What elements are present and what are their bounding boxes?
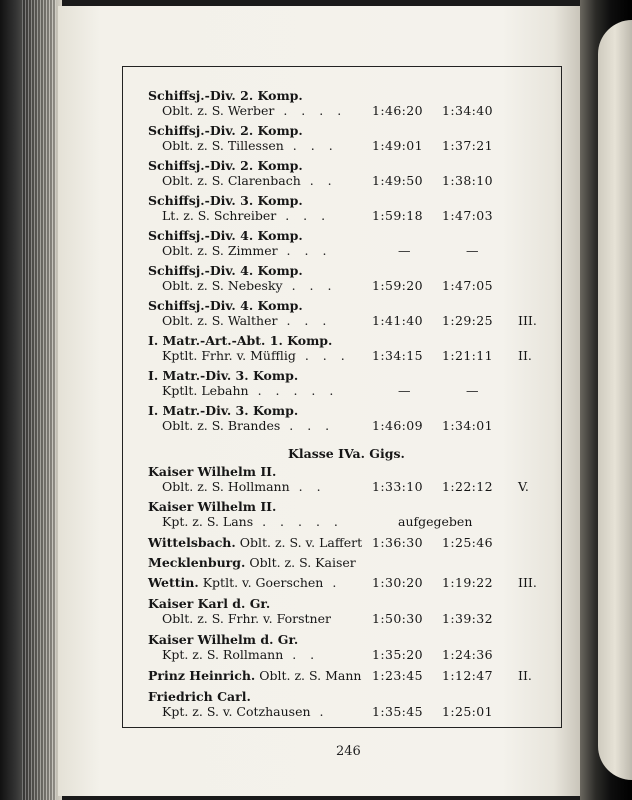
crew-leader: Oblt. z. S. Brandes (162, 418, 281, 433)
placing: III. (518, 313, 537, 328)
result-entry: Friedrich Carl. Kpt. z. S. v. Cotzhausen . 1:35:45 1:25:01 (148, 689, 548, 720)
class-heading: Klasse IVa. Gigs. (288, 446, 405, 461)
time-corrected: 1:38:10 (442, 173, 493, 188)
ship-name: Kaiser Karl d. Gr. (148, 596, 271, 611)
time-raw: 1:59:20 (372, 278, 423, 293)
facing-page-edge (598, 20, 632, 780)
result-entry: I. Matr.-Div. 3. Komp. Kptlt. Lebahn . . . . . — — (148, 368, 548, 399)
result-entry: I. Matr.-Div. 3. Komp. Oblt. z. S. Brandes . . . 1:46:09 1:34:01 (148, 403, 548, 434)
crew-leader: Oblt. z. S. Frhr. v. Forstner (162, 611, 331, 626)
result-entry: Schiffsj.-Div. 2. Komp. Oblt. z. S. Clarenbach . . 1:49:50 1:38:10 (148, 158, 548, 189)
time-corrected: 1:12:47 (442, 668, 493, 683)
crew-leader: Oblt. z. S. Kaiser (249, 555, 356, 570)
time-corrected: 1:47:05 (442, 278, 493, 293)
time-raw: 1:49:50 (372, 173, 423, 188)
time-corrected: 1:37:21 (442, 138, 493, 153)
time-corrected: 1:25:01 (442, 704, 493, 719)
team-name: I. Matr.-Art.-Abt. 1. Komp. (148, 333, 333, 348)
crew-leader: Kptlt. v. Goerschen (202, 575, 324, 590)
time-raw: 1:34:15 (372, 348, 423, 363)
placing: V. (518, 479, 529, 494)
time-raw: 1:23:45 (372, 668, 423, 683)
time-corrected: 1:24:36 (442, 647, 493, 662)
time-corrected: 1:21:11 (442, 348, 493, 363)
result-entry (148, 596, 548, 627)
result-entry (148, 535, 548, 551)
result-entry: Kaiser Wilhelm II. Oblt. z. S. Hollmann . . 1:33:10 1:22:12 V. (148, 464, 548, 495)
crew-leader: Oblt. z. S. Clarenbach (162, 173, 301, 188)
crew-leader: Kpt. z. S. Lans (162, 514, 254, 529)
time-corrected: 1:39:32 (442, 611, 493, 626)
team-name: Schiffsj.-Div. 2. Komp. (148, 88, 303, 103)
placing: III. (518, 575, 537, 590)
page-number: 246 (336, 744, 361, 759)
time-corrected: 1:47:03 (442, 208, 493, 223)
result-entry: Schiffsj.-Div. 4. Komp. Oblt. z. S. Walther . . . 1:41:40 1:29:25 III. (148, 298, 548, 329)
team-name: I. Matr.-Div. 3. Komp. (148, 403, 299, 418)
time-corrected: 1:29:25 (442, 313, 493, 328)
time-corrected: 1:22:12 (442, 479, 493, 494)
crew-leader: Oblt. z. S. Werber (162, 103, 275, 118)
ship-name: Kaiser Wilhelm d. Gr. (148, 632, 299, 647)
time-corrected: — (466, 383, 479, 398)
time-raw: 1:35:45 (372, 704, 423, 719)
team-name: Schiffsj.-Div. 2. Komp. (148, 123, 303, 138)
placing: II. (518, 348, 532, 363)
result-entry: I. Matr.-Art.-Abt. 1. Komp. Kptlt. Frhr. v. Müfflig . . . 1:34:15 1:21:11 II. (148, 333, 548, 364)
result-entry (148, 555, 548, 571)
result-entry: Schiffsj.-Div. 4. Komp. Oblt. z. S. Zimmer . . . — — (148, 228, 548, 259)
result-entry: Schiffsj.-Div. 2. Komp. Oblt. z. S. Werber . . . . 1:46:20 1:34:40 (148, 88, 548, 119)
time-raw: — (398, 243, 411, 258)
time-raw: 1:35:20 (372, 647, 423, 662)
result-entry (148, 668, 548, 684)
crew-leader: Kpt. z. S. v. Cotzhausen (162, 704, 311, 719)
time-corrected: 1:25:46 (442, 535, 493, 550)
crew-leader: Oblt. z. S. Hollmann (162, 479, 290, 494)
crew-leader: Oblt. z. S. Mann (259, 668, 362, 683)
time-raw: 1:33:10 (372, 479, 423, 494)
team-name: Schiffsj.-Div. 2. Komp. (148, 158, 303, 173)
ship-name: Friedrich Carl. (148, 689, 251, 704)
result-entry: Kaiser Wilhelm d. Gr. Kpt. z. S. Rollmann . . 1:35:20 1:24:36 (148, 632, 548, 663)
result-entry: Kaiser Wilhelm II. Kpt. z. S. Lans . . . . . aufgegeben (148, 499, 548, 530)
crew-leader: Oblt. z. S. Zimmer (162, 243, 278, 258)
team-name: I. Matr.-Div. 3. Komp. (148, 368, 299, 383)
time-raw: 1:50:30 (372, 611, 423, 626)
time-corrected: — (466, 243, 479, 258)
page-stack-edges (22, 0, 56, 800)
ship-name: Kaiser Wilhelm II. (148, 499, 277, 514)
time-corrected: 1:34:40 (442, 103, 493, 118)
team-name: Schiffsj.-Div. 4. Komp. (148, 228, 303, 243)
crew-leader: Lt. z. S. Schreiber (162, 208, 277, 223)
result-entry: Wettin. Kptlt. v. Goerschen . 1:30:20 1:19:22 III. (148, 575, 537, 590)
crew-leader: Kptlt. Frhr. v. Müfflig (162, 348, 296, 363)
time-raw: 1:59:18 (372, 208, 423, 223)
team-name: Schiffsj.-Div. 4. Komp. (148, 263, 303, 278)
time-raw: 1:36:30 (372, 535, 423, 550)
time-raw: — (398, 383, 411, 398)
time-raw: 1:46:09 (372, 418, 423, 433)
ship-name: Mecklenburg. (148, 555, 246, 570)
crew-leader: Kptlt. Lebahn (162, 383, 249, 398)
result-entry: Schiffsj.-Div. 4. Komp. Oblt. z. S. Nebesky . . . 1:59:20 1:47:05 (148, 263, 548, 294)
crew-leader: Oblt. z. S. Nebesky (162, 278, 283, 293)
time-corrected: 1:19:22 (442, 575, 493, 590)
ship-name: Wittelsbach. (148, 535, 236, 550)
time-raw: 1:41:40 (372, 313, 423, 328)
team-name: Schiffsj.-Div. 3. Komp. (148, 193, 303, 208)
crew-leader: Oblt. z. S. Walther (162, 313, 278, 328)
time-raw: 1:30:20 (372, 575, 423, 590)
team-name: Schiffsj.-Div. 4. Komp. (148, 298, 303, 313)
time-raw: 1:49:01 (372, 138, 423, 153)
ship-name: Kaiser Wilhelm II. (148, 464, 277, 479)
crew-leader: Oblt. z. S. Tillessen (162, 138, 284, 153)
crew-leader: Kpt. z. S. Rollmann (162, 647, 284, 662)
ship-name: Prinz Heinrich. (148, 668, 256, 683)
result-entry: Schiffsj.-Div. 3. Komp. Lt. z. S. Schreiber . . . 1:59:18 1:47:03 (148, 193, 548, 224)
status-text: aufgegeben (398, 514, 473, 529)
time-raw: 1:46:20 (372, 103, 423, 118)
time-corrected: 1:34:01 (442, 418, 493, 433)
result-entry: Schiffsj.-Div. 2. Komp. Oblt. z. S. Tillessen . . . 1:49:01 1:37:21 (148, 123, 548, 154)
ship-name: Wettin. (148, 575, 199, 590)
crew-leader: Oblt. z. S. v. Laffert (239, 535, 363, 550)
placing: II. (518, 668, 532, 683)
